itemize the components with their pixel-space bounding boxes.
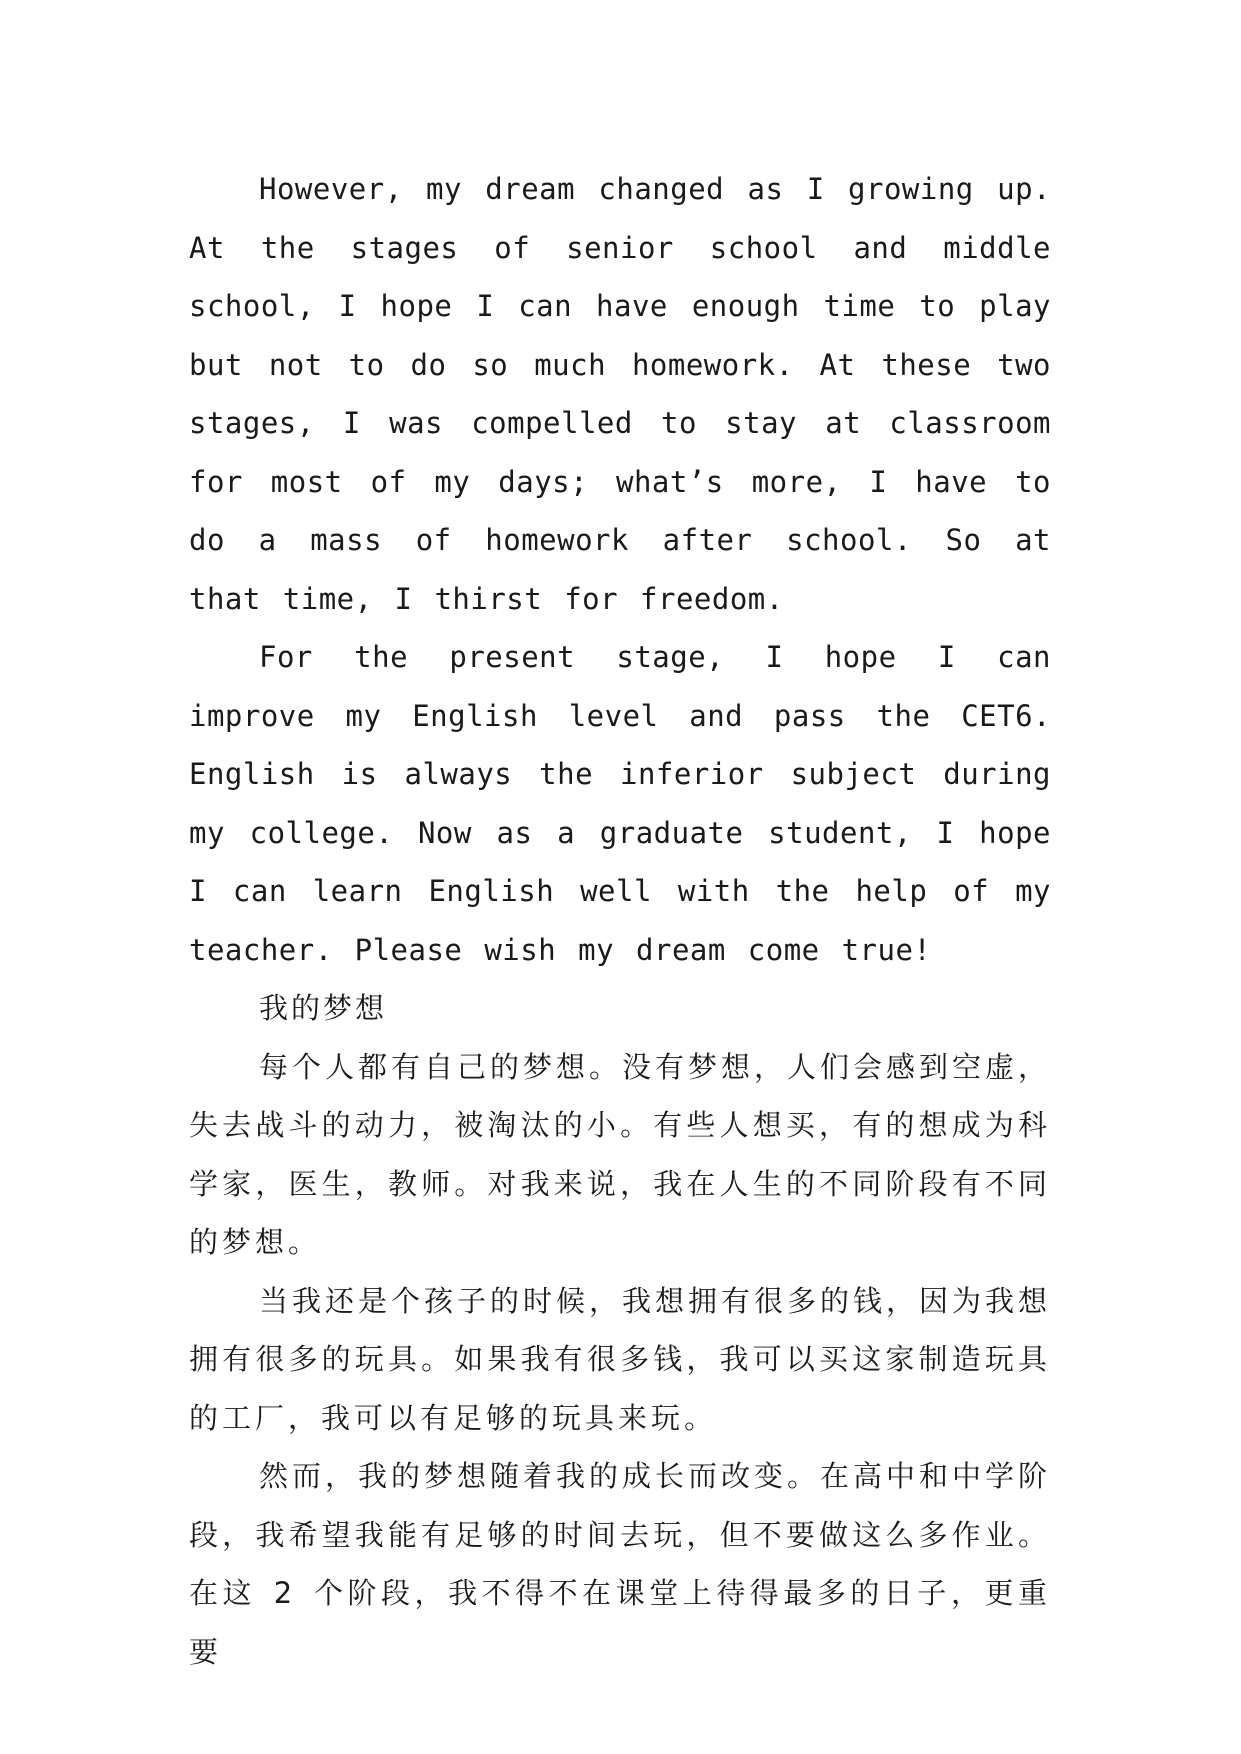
- paragraph-en-present-stage: For the present stage, I hope I can improve my English level and pass the CET6. English is always the inferior subject during my college. Now as a graduate student, I hope I can learn English well with the help of my teacher. Please wish my dream come true!: [189, 640, 1051, 967]
- chinese-title: 我的梦想: [259, 991, 388, 1025]
- paragraph-zh-dream-changed: 然而，我的梦想随着我的成长而改变。在高中和中学阶段，我希望我能有足够的时间去玩，但不要做这么多作业。在这 2 个阶段，我不得不在课堂上待得最多的日子，更重要: [189, 1459, 1052, 1669]
- document-body: [189, 160, 1051, 1681]
- paragraph-zh-everyone-has-dream: 每个人都有自己的梦想。没有梦想，人们会感到空虚，失去战斗的动力，被淘汰的小。有些人想买，有的想成为科学家，医生，教师。对我来说，我在人生的不同阶段有不同的梦想。: [189, 1049, 1052, 1259]
- paragraph-zh-childhood-dream: 当我还是个孩子的时候，我想拥有很多的钱，因为我想拥有很多的玩具。如果我有很多钱，我可以买这家制造玩具的工厂，我可以有足够的玩具来玩。: [189, 1283, 1052, 1435]
- paragraph-en-dream-changed: However, my dream changed as I growing up. At the stages of senior school and middle school, I hope I can have enough time to play but not to do so much homework. At these two stages, I was compelled to stay at classroom for most of my days; what’s more, I have to do a mass of homework after school. So at that time, I thirst for freedom.: [189, 172, 1051, 616]
